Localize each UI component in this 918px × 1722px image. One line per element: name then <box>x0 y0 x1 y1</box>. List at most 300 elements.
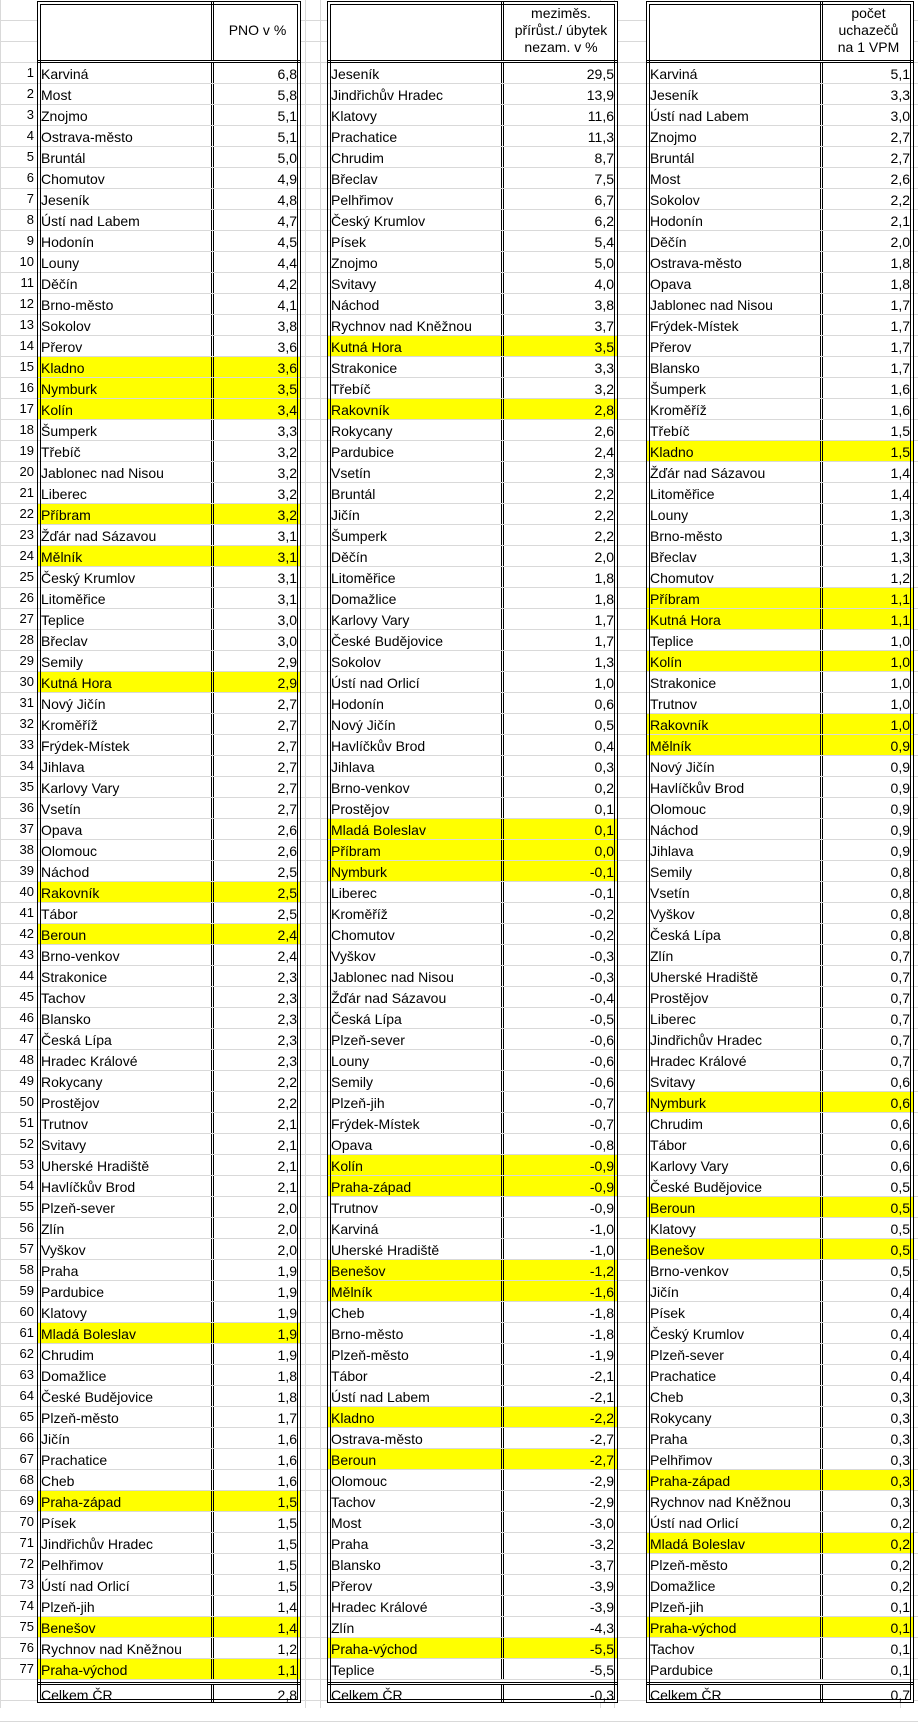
table-row[interactable] <box>37 84 301 105</box>
table-row[interactable] <box>37 1470 301 1491</box>
table-row[interactable] <box>646 1197 914 1218</box>
table-row[interactable] <box>646 1512 914 1533</box>
table-row[interactable] <box>646 1638 914 1659</box>
table-row[interactable] <box>37 1533 301 1554</box>
column-separator <box>211 1008 214 1028</box>
table-row[interactable] <box>37 567 301 588</box>
table-row[interactable] <box>327 273 618 294</box>
row-number: 14 <box>19 338 34 353</box>
table-row[interactable] <box>37 504 301 525</box>
table-row[interactable] <box>37 1155 301 1176</box>
table-row[interactable] <box>646 1428 914 1449</box>
table-row[interactable] <box>646 420 914 441</box>
table-row[interactable] <box>327 189 618 210</box>
table-row[interactable] <box>37 420 301 441</box>
table-row[interactable] <box>37 63 301 84</box>
table-row[interactable] <box>327 735 618 756</box>
district-value: 4,9 <box>277 171 297 187</box>
table-row[interactable] <box>646 525 914 546</box>
table-row[interactable] <box>646 189 914 210</box>
table-row[interactable] <box>327 1071 618 1092</box>
table-row[interactable] <box>37 966 301 987</box>
column-separator <box>501 1176 504 1196</box>
table-row[interactable] <box>327 147 618 168</box>
table-row[interactable] <box>327 798 618 819</box>
table-row[interactable] <box>327 924 618 945</box>
table-row[interactable] <box>646 1092 914 1113</box>
table-row[interactable] <box>646 1155 914 1176</box>
district-value: 0,1 <box>594 801 614 817</box>
table-row[interactable] <box>646 315 914 336</box>
column-separator <box>820 756 823 776</box>
table-row[interactable] <box>37 903 301 924</box>
table-row[interactable] <box>37 945 301 966</box>
table-row[interactable] <box>646 1281 914 1302</box>
gridline <box>320 0 321 1708</box>
column-separator <box>501 1260 504 1280</box>
table-row[interactable] <box>646 609 914 630</box>
table-row[interactable] <box>327 693 618 714</box>
table-row[interactable] <box>327 1386 618 1407</box>
table-row[interactable] <box>37 441 301 462</box>
table-row[interactable] <box>327 861 618 882</box>
table-row[interactable] <box>37 840 301 861</box>
table-row[interactable] <box>37 1512 301 1533</box>
table-row[interactable] <box>646 966 914 987</box>
table-row[interactable] <box>646 84 914 105</box>
table-row[interactable] <box>327 1659 618 1680</box>
table-row[interactable] <box>646 1134 914 1155</box>
district-name: Most <box>331 1515 362 1531</box>
table-row[interactable] <box>327 756 618 777</box>
table-row[interactable] <box>327 546 618 567</box>
table-row[interactable] <box>327 882 618 903</box>
district-value: 1,0 <box>890 633 910 649</box>
table-row[interactable] <box>327 63 618 84</box>
district-name: Plzeň-město <box>41 1410 119 1426</box>
row-number: 31 <box>19 695 34 710</box>
row-number: 47 <box>19 1031 34 1046</box>
table-row[interactable] <box>37 483 301 504</box>
table-row[interactable] <box>37 1029 301 1050</box>
district-value: -2,1 <box>589 1389 614 1405</box>
table-row[interactable] <box>37 630 301 651</box>
table-row[interactable] <box>327 210 618 231</box>
column-separator <box>211 861 214 881</box>
table-row[interactable] <box>327 252 618 273</box>
table-row[interactable] <box>646 861 914 882</box>
table-row[interactable] <box>37 294 301 315</box>
table-row[interactable] <box>37 1281 301 1302</box>
table-row[interactable] <box>646 672 914 693</box>
table-row[interactable] <box>37 1344 301 1365</box>
table-row[interactable] <box>37 1596 301 1617</box>
table-row[interactable] <box>646 483 914 504</box>
table-row[interactable] <box>646 567 914 588</box>
table-row[interactable] <box>646 105 914 126</box>
district-name: Chomutov <box>41 171 105 187</box>
table-row[interactable] <box>646 168 914 189</box>
table-row[interactable] <box>646 336 914 357</box>
district-name: Sokolov <box>331 654 381 670</box>
district-value: -3,9 <box>589 1578 614 1594</box>
table-row[interactable] <box>646 1176 914 1197</box>
district-name: Beroun <box>650 1200 696 1216</box>
table-row[interactable] <box>327 1407 618 1428</box>
table-row[interactable] <box>327 1554 618 1575</box>
table-row[interactable] <box>327 588 618 609</box>
table-row[interactable] <box>37 399 301 420</box>
table-row[interactable] <box>327 1323 618 1344</box>
table-row[interactable] <box>37 105 301 126</box>
district-value: 0,3 <box>890 1410 910 1426</box>
table-row[interactable] <box>37 168 301 189</box>
table-row[interactable] <box>37 777 301 798</box>
table-row[interactable] <box>327 525 618 546</box>
column-separator <box>820 126 823 146</box>
table-row[interactable] <box>37 609 301 630</box>
table-row[interactable] <box>327 504 618 525</box>
table-row[interactable] <box>37 315 301 336</box>
column-separator <box>211 483 214 503</box>
table-row[interactable] <box>646 1365 914 1386</box>
table-row[interactable] <box>327 294 618 315</box>
district-value: -2,9 <box>589 1473 614 1489</box>
district-name: Cheb <box>41 1473 75 1489</box>
table-row[interactable] <box>327 1617 618 1638</box>
district-name: Plzeň-město <box>650 1557 728 1573</box>
table-row[interactable] <box>37 1218 301 1239</box>
table-row[interactable] <box>646 294 914 315</box>
table-row[interactable] <box>646 714 914 735</box>
table-row[interactable] <box>327 1239 618 1260</box>
table-row[interactable] <box>646 1302 914 1323</box>
column-separator <box>211 840 214 860</box>
table-row[interactable] <box>327 399 618 420</box>
table-row[interactable] <box>646 1344 914 1365</box>
table-row[interactable] <box>37 189 301 210</box>
table-row[interactable] <box>327 1575 618 1596</box>
table-row[interactable] <box>646 1596 914 1617</box>
table-row[interactable] <box>646 1449 914 1470</box>
table-row[interactable] <box>327 1638 618 1659</box>
district-value: 1,5 <box>277 1557 297 1573</box>
table-row[interactable] <box>37 1197 301 1218</box>
table-row[interactable] <box>327 1176 618 1197</box>
table-row[interactable] <box>37 1323 301 1344</box>
table-row[interactable] <box>327 567 618 588</box>
table-row[interactable] <box>37 1134 301 1155</box>
table-row[interactable] <box>646 882 914 903</box>
table-row[interactable] <box>646 1533 914 1554</box>
table-row[interactable] <box>646 1113 914 1134</box>
table-row[interactable] <box>646 735 914 756</box>
column-separator <box>501 1685 504 1703</box>
district-name: Jičín <box>41 1431 70 1447</box>
table-row[interactable] <box>327 231 618 252</box>
table-row[interactable] <box>37 1638 301 1659</box>
table-row[interactable] <box>37 252 301 273</box>
district-value: 1,3 <box>890 507 910 523</box>
table-row[interactable] <box>646 777 914 798</box>
column-separator <box>501 1029 504 1049</box>
table-row[interactable] <box>646 693 914 714</box>
table-row[interactable] <box>327 1365 618 1386</box>
table-row[interactable] <box>327 1596 618 1617</box>
table-row[interactable] <box>327 1428 618 1449</box>
district-value: 0,3 <box>890 1452 910 1468</box>
column-separator <box>501 420 504 440</box>
table-row[interactable] <box>646 1239 914 1260</box>
table-row[interactable] <box>646 1323 914 1344</box>
table-row[interactable] <box>327 1008 618 1029</box>
table-row[interactable] <box>37 1008 301 1029</box>
column-separator <box>211 1659 214 1679</box>
row-number: 76 <box>19 1640 34 1655</box>
table-row[interactable] <box>327 357 618 378</box>
table-row[interactable] <box>327 483 618 504</box>
table-row[interactable] <box>327 630 618 651</box>
table-row[interactable] <box>37 1092 301 1113</box>
table-row[interactable] <box>327 1260 618 1281</box>
table-row[interactable] <box>327 1281 618 1302</box>
table-row[interactable] <box>327 315 618 336</box>
table-row[interactable] <box>646 1386 914 1407</box>
table-row[interactable] <box>646 1029 914 1050</box>
table-row[interactable] <box>37 735 301 756</box>
table-row[interactable] <box>327 987 618 1008</box>
table-row[interactable] <box>37 1428 301 1449</box>
column-separator <box>501 1449 504 1469</box>
table-row[interactable] <box>37 651 301 672</box>
table-row[interactable] <box>37 462 301 483</box>
row-number: 20 <box>19 464 34 479</box>
table-row[interactable] <box>646 630 914 651</box>
table-row[interactable] <box>327 1470 618 1491</box>
table-row[interactable] <box>37 1365 301 1386</box>
table-row[interactable] <box>37 1407 301 1428</box>
table-row[interactable] <box>37 1575 301 1596</box>
table-row[interactable] <box>37 924 301 945</box>
table-row[interactable] <box>646 252 914 273</box>
column-separator <box>501 819 504 839</box>
table-row[interactable] <box>37 1491 301 1512</box>
table-row[interactable] <box>327 420 618 441</box>
table-row[interactable] <box>327 105 618 126</box>
table-row[interactable] <box>37 210 301 231</box>
table-row[interactable] <box>646 588 914 609</box>
table-row[interactable] <box>327 1197 618 1218</box>
table-row[interactable] <box>327 777 618 798</box>
table-row[interactable] <box>327 903 618 924</box>
table-row[interactable] <box>37 1113 301 1134</box>
district-value: 0,1 <box>890 1641 910 1657</box>
table-row[interactable] <box>37 546 301 567</box>
table-row[interactable] <box>37 357 301 378</box>
table-row[interactable] <box>646 147 914 168</box>
table-row[interactable] <box>327 714 618 735</box>
row-number: 64 <box>19 1388 34 1403</box>
table-row[interactable] <box>327 1449 618 1470</box>
table-row[interactable] <box>327 168 618 189</box>
table-row[interactable] <box>37 819 301 840</box>
table-row[interactable] <box>327 1092 618 1113</box>
table-row[interactable] <box>327 1029 618 1050</box>
table-row[interactable] <box>646 924 914 945</box>
district-name: Nymburk <box>650 1095 707 1111</box>
column-separator <box>501 105 504 125</box>
table-row[interactable] <box>37 1071 301 1092</box>
table-row[interactable] <box>37 798 301 819</box>
table-row[interactable] <box>37 756 301 777</box>
table-row[interactable] <box>37 1659 301 1680</box>
table-row[interactable] <box>327 126 618 147</box>
table-row[interactable] <box>646 651 914 672</box>
table-row[interactable] <box>37 231 301 252</box>
table-row[interactable] <box>646 231 914 252</box>
row-number: 51 <box>19 1115 34 1130</box>
table-row[interactable] <box>646 819 914 840</box>
table-row[interactable] <box>646 210 914 231</box>
table-row[interactable] <box>37 714 301 735</box>
table-row[interactable] <box>327 1302 618 1323</box>
table-row[interactable] <box>37 1176 301 1197</box>
table-row[interactable] <box>646 504 914 525</box>
table-row[interactable] <box>327 1155 618 1176</box>
table-row[interactable] <box>646 546 914 567</box>
table-row[interactable] <box>646 378 914 399</box>
table-row[interactable] <box>37 1554 301 1575</box>
table-row[interactable] <box>646 357 914 378</box>
district-value: 1,9 <box>277 1326 297 1342</box>
table-row[interactable] <box>327 672 618 693</box>
district-name: Kutná Hora <box>331 339 402 355</box>
table-row[interactable] <box>37 588 301 609</box>
table-row[interactable] <box>327 378 618 399</box>
table-row[interactable] <box>37 336 301 357</box>
table-row[interactable] <box>327 462 618 483</box>
table-row[interactable] <box>646 1218 914 1239</box>
table-row[interactable] <box>646 1260 914 1281</box>
table-row[interactable] <box>646 987 914 1008</box>
table-row[interactable] <box>646 1050 914 1071</box>
table-row[interactable] <box>37 273 301 294</box>
column-separator <box>820 84 823 104</box>
table-row[interactable] <box>327 609 618 630</box>
district-name: Jičín <box>331 507 360 523</box>
table-row[interactable] <box>327 1491 618 1512</box>
table-row[interactable] <box>327 336 618 357</box>
column-separator <box>211 1134 214 1154</box>
table-row[interactable] <box>37 1449 301 1470</box>
table-row[interactable] <box>37 1386 301 1407</box>
table-row[interactable] <box>327 966 618 987</box>
district-name: Litoměřice <box>331 570 396 586</box>
row-number: 22 <box>19 506 34 521</box>
table-row[interactable] <box>646 1659 914 1680</box>
table-row[interactable] <box>327 1113 618 1134</box>
table-row[interactable] <box>327 1134 618 1155</box>
table-row[interactable] <box>646 126 914 147</box>
district-name: Olomouc <box>41 843 98 859</box>
table-row[interactable] <box>37 861 301 882</box>
table-row[interactable] <box>37 693 301 714</box>
table-row[interactable] <box>37 147 301 168</box>
table-row[interactable] <box>646 441 914 462</box>
table-row[interactable] <box>646 756 914 777</box>
table-row[interactable] <box>37 1617 301 1638</box>
table-row[interactable] <box>37 126 301 147</box>
table-row[interactable] <box>646 1470 914 1491</box>
table-row[interactable] <box>327 1050 618 1071</box>
district-name: Nový Jičín <box>650 759 715 775</box>
table-row[interactable] <box>646 63 914 84</box>
column-separator <box>501 399 504 419</box>
table-row[interactable] <box>327 1344 618 1365</box>
table-row[interactable] <box>646 1407 914 1428</box>
district-name: Vyškov <box>650 906 695 922</box>
table-row[interactable] <box>327 1533 618 1554</box>
table-row[interactable] <box>646 1554 914 1575</box>
table-row[interactable] <box>37 882 301 903</box>
column-separator <box>501 1218 504 1238</box>
table-row[interactable] <box>327 819 618 840</box>
column-separator <box>211 420 214 440</box>
table-row[interactable] <box>646 840 914 861</box>
column-separator <box>501 945 504 965</box>
district-value: 1,7 <box>277 1410 297 1426</box>
table-row[interactable] <box>646 273 914 294</box>
table-row[interactable] <box>646 1575 914 1596</box>
table-row[interactable] <box>646 798 914 819</box>
district-value: -0,3 <box>589 969 614 985</box>
table-row[interactable] <box>37 987 301 1008</box>
table-row[interactable] <box>327 840 618 861</box>
district-name: Chrudim <box>650 1116 703 1132</box>
table-row[interactable] <box>327 1218 618 1239</box>
column-separator <box>501 861 504 881</box>
table-row[interactable] <box>327 945 618 966</box>
table-row[interactable] <box>646 1071 914 1092</box>
table-row[interactable] <box>37 1302 301 1323</box>
table-row[interactable] <box>646 903 914 924</box>
table-row[interactable] <box>37 672 301 693</box>
district-value: 1,9 <box>277 1347 297 1363</box>
table-row[interactable] <box>646 399 914 420</box>
table-row[interactable] <box>646 945 914 966</box>
table-row[interactable] <box>327 441 618 462</box>
district-name: Vsetín <box>331 465 371 481</box>
table-row[interactable] <box>327 651 618 672</box>
table-row[interactable] <box>327 84 618 105</box>
column-separator <box>211 1239 214 1259</box>
district-name: Mladá Boleslav <box>41 1326 136 1342</box>
district-value: 0,2 <box>594 780 614 796</box>
table-row[interactable] <box>37 1239 301 1260</box>
table-row[interactable] <box>37 525 301 546</box>
table-row[interactable] <box>646 1008 914 1029</box>
table-row[interactable] <box>37 1050 301 1071</box>
table-row[interactable] <box>327 1512 618 1533</box>
district-name: Kroměříž <box>41 717 98 733</box>
table-row[interactable] <box>646 462 914 483</box>
table-row[interactable] <box>646 1617 914 1638</box>
district-name: Uherské Hradiště <box>650 969 759 985</box>
column-separator <box>211 147 214 167</box>
table-row[interactable] <box>37 378 301 399</box>
table-row[interactable] <box>37 1260 301 1281</box>
table-row[interactable] <box>646 1491 914 1512</box>
